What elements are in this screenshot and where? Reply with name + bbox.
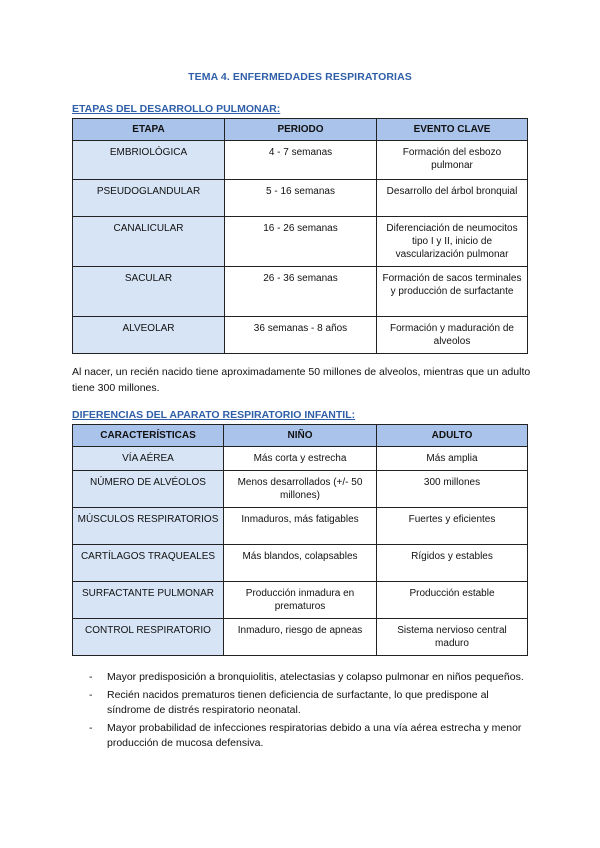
- table-row: [73, 217, 528, 267]
- column-header: CARACTERÍSTICAS: [73, 425, 224, 447]
- column-header: EVENTO CLAVE: [377, 119, 528, 141]
- table-cell: CARTÍLAGOS TRAQUEALES: [73, 545, 224, 582]
- table-cell: Menos desarrollados (+/- 50 millones): [224, 471, 377, 508]
- table-cell: Producción estable: [377, 582, 528, 619]
- table-row: [73, 267, 528, 317]
- table-cell: Producción inmadura en prematuros: [224, 582, 377, 619]
- section-heading-infant-differences: DIFERENCIAS DEL APARATO RESPIRATORIO INFANTIL:: [72, 409, 356, 421]
- table-row: [73, 619, 528, 656]
- table-cell: Fuertes y eficientes: [377, 508, 528, 545]
- column-header: PERIODO: [225, 119, 377, 141]
- table-cell: CONTROL RESPIRATORIO: [73, 619, 224, 656]
- table-cell: 26 - 36 semanas: [225, 267, 377, 317]
- bullet-marker: -: [89, 689, 93, 701]
- table-row: [73, 447, 528, 471]
- table-cell: PSEUDOGLANDULAR: [73, 180, 225, 217]
- table-cell: Más blandos, colapsables: [224, 545, 377, 582]
- table-cell: Inmaduro, riesgo de apneas: [224, 619, 377, 656]
- table-header-row: [73, 119, 528, 141]
- list-item: [72, 670, 532, 685]
- list-item-text: Mayor predisposición a bronquiolitis, atelectasias y colapso pulmonar en niños pequeños.: [107, 671, 524, 683]
- table-cell: Formación y maduración de alveolos: [377, 317, 528, 354]
- table-cell: MÚSCULOS RESPIRATORIOS: [73, 508, 224, 545]
- table-cell: Diferenciación de neumocitos tipo I y II, inicio de vascularización pulmonar: [377, 217, 528, 267]
- bullet-marker: -: [89, 722, 93, 734]
- table-cell: 16 - 26 semanas: [225, 217, 377, 267]
- table-cell: CANALICULAR: [73, 217, 225, 267]
- column-header: ADULTO: [377, 425, 528, 447]
- list-item-text: Recién nacidos prematuros tienen deficiencia de surfactante, lo que predispone al síndrome de distrés respiratorio neonatal.: [107, 689, 489, 716]
- table-row: [73, 471, 528, 508]
- table-cell: Más corta y estrecha: [224, 447, 377, 471]
- table-cell: EMBRIOLÓGICA: [73, 141, 225, 180]
- table-cell: SURFACTANTE PULMONAR: [73, 582, 224, 619]
- table-row: [73, 141, 528, 180]
- table-cell: Inmaduros, más fatigables: [224, 508, 377, 545]
- table-cell: NÚMERO DE ALVÉOLOS: [73, 471, 224, 508]
- table-cell: 4 - 7 semanas: [225, 141, 377, 180]
- table-cell: 36 semanas - 8 años: [225, 317, 377, 354]
- list-item: [72, 721, 532, 751]
- table-cell: Más amplia: [377, 447, 528, 471]
- table-row: [73, 180, 528, 217]
- table-row: [73, 545, 528, 582]
- list-item-text: Mayor probabilidad de infecciones respiratorias debido a una vía aérea estrecha y menor producción de mucosa defensiva.: [107, 722, 522, 749]
- table-cell: Formación del esbozo pulmonar: [377, 141, 528, 180]
- table-row: [73, 508, 528, 545]
- bullet-list: [72, 670, 532, 754]
- section-heading-lung-development: ETAPAS DEL DESARROLLO PULMONAR:: [72, 103, 281, 115]
- document-title: TEMA 4. ENFERMEDADES RESPIRATORIAS: [188, 71, 412, 83]
- column-header: ETAPA: [73, 119, 225, 141]
- table-row: [73, 582, 528, 619]
- alveoli-paragraph: Al nacer, un recién nacido tiene aproximadamente 50 millones de alveolos, mientras que un adulto tiene 300 millones.: [72, 366, 531, 394]
- table-cell: SACULAR: [73, 267, 225, 317]
- column-header: NIÑO: [224, 425, 377, 447]
- list-item: [72, 688, 532, 718]
- lung-development-table: [72, 118, 528, 354]
- table-cell: VÍA AÉREA: [73, 447, 224, 471]
- table-cell: ALVEOLAR: [73, 317, 225, 354]
- table-cell: 5 - 16 semanas: [225, 180, 377, 217]
- table-cell: Sistema nervioso central maduro: [377, 619, 528, 656]
- table-cell: Formación de sacos terminales y producción de surfactante: [377, 267, 528, 317]
- bullet-marker: -: [89, 671, 93, 683]
- table-row: [73, 317, 528, 354]
- table-cell: Rígidos y estables: [377, 545, 528, 582]
- infant-differences-table: [72, 424, 528, 656]
- table-cell: Desarrollo del árbol bronquial: [377, 180, 528, 217]
- table-cell: 300 millones: [377, 471, 528, 508]
- table-header-row: [73, 425, 528, 447]
